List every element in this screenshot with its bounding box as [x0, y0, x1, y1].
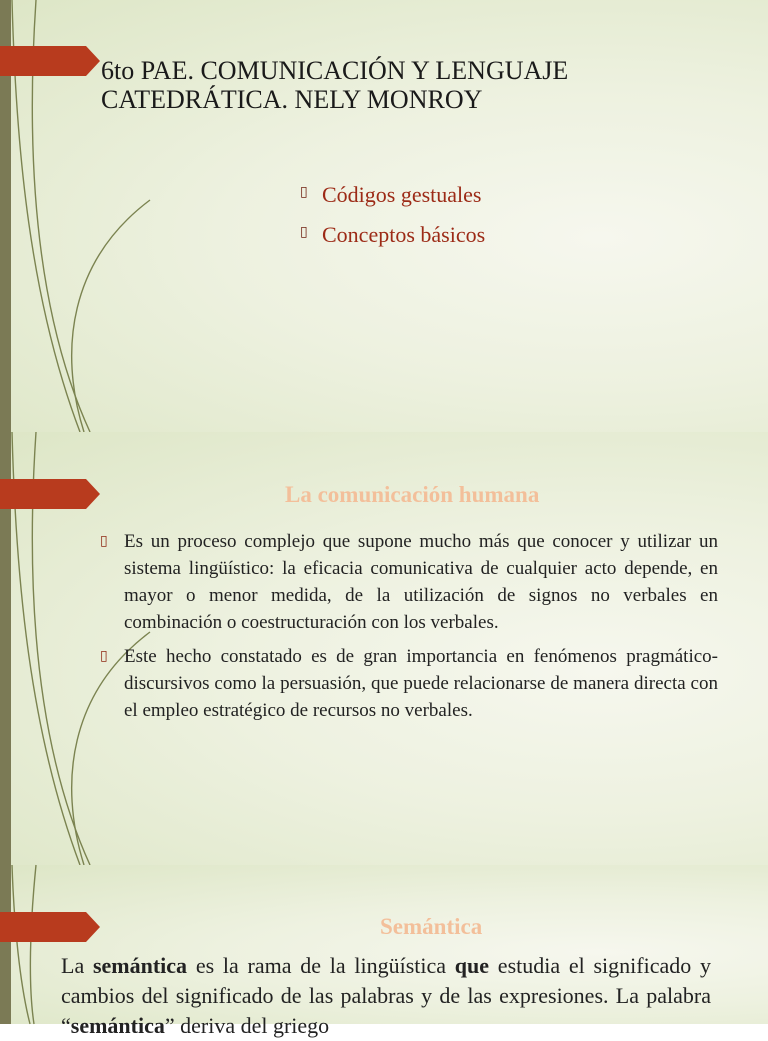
left-accent-bar [0, 865, 11, 1024]
bullet-icon: ▯ [100, 649, 108, 664]
topic-label: Códigos gestuales [322, 182, 482, 207]
bullet-icon: ▯ [300, 185, 308, 200]
arrow-banner-icon [0, 46, 100, 76]
paragraph-list [100, 528, 718, 731]
title-line-1: 6to PAE. COMUNICACIÓN Y LENGUAJE [101, 56, 569, 85]
slide-2 [0, 432, 768, 865]
paragraph-item [100, 643, 718, 724]
slide-title [101, 56, 568, 114]
bold-term: semántica [70, 1013, 165, 1038]
topic-item [300, 182, 485, 222]
arrow-banner-icon [0, 912, 100, 942]
semantica-paragraph [61, 951, 711, 1041]
slide-1 [0, 0, 768, 432]
topic-list [300, 182, 485, 262]
text-segment: es la rama de la lingüística [187, 953, 455, 978]
slide-3 [0, 865, 768, 1038]
text-segment: La [61, 953, 93, 978]
topic-item [300, 222, 485, 262]
bullet-icon: ▯ [100, 534, 108, 549]
title-line-2: CATEDRÁTICA. NELY MONROY [101, 85, 483, 114]
text-segment: ” deriva del griego [164, 1013, 330, 1038]
bold-term: que [454, 953, 490, 978]
paragraph-item [100, 528, 718, 636]
topic-label: Conceptos básicos [322, 222, 486, 247]
paragraph-text: Es un proceso complejo que supone mucho más que conocer y utilizar un sistema lingüístico: la eficacia comunicativa de cualquier acto depende, en mayor o menor medida, de la utilización de signos no verbales en combinación o coestructuración con los verbales. [124, 531, 718, 633]
arrow-banner-icon [0, 479, 100, 509]
slide-heading: Semántica [380, 914, 483, 939]
bullet-icon: ▯ [300, 225, 308, 240]
bold-term: semántica [92, 953, 188, 978]
text-segment: estudia el significado y cambios del significado de las palabras y de las expresiones. La palabra “ [61, 953, 712, 1038]
slide-heading: La comunicación humana [285, 482, 540, 507]
paragraph-text: Este hecho constatado es de gran importancia en fenómenos pragmático-discursivos como la persuasión, que puede relacionarse de manera directa con el empleo estratégico de recursos no verbales. [124, 646, 718, 721]
